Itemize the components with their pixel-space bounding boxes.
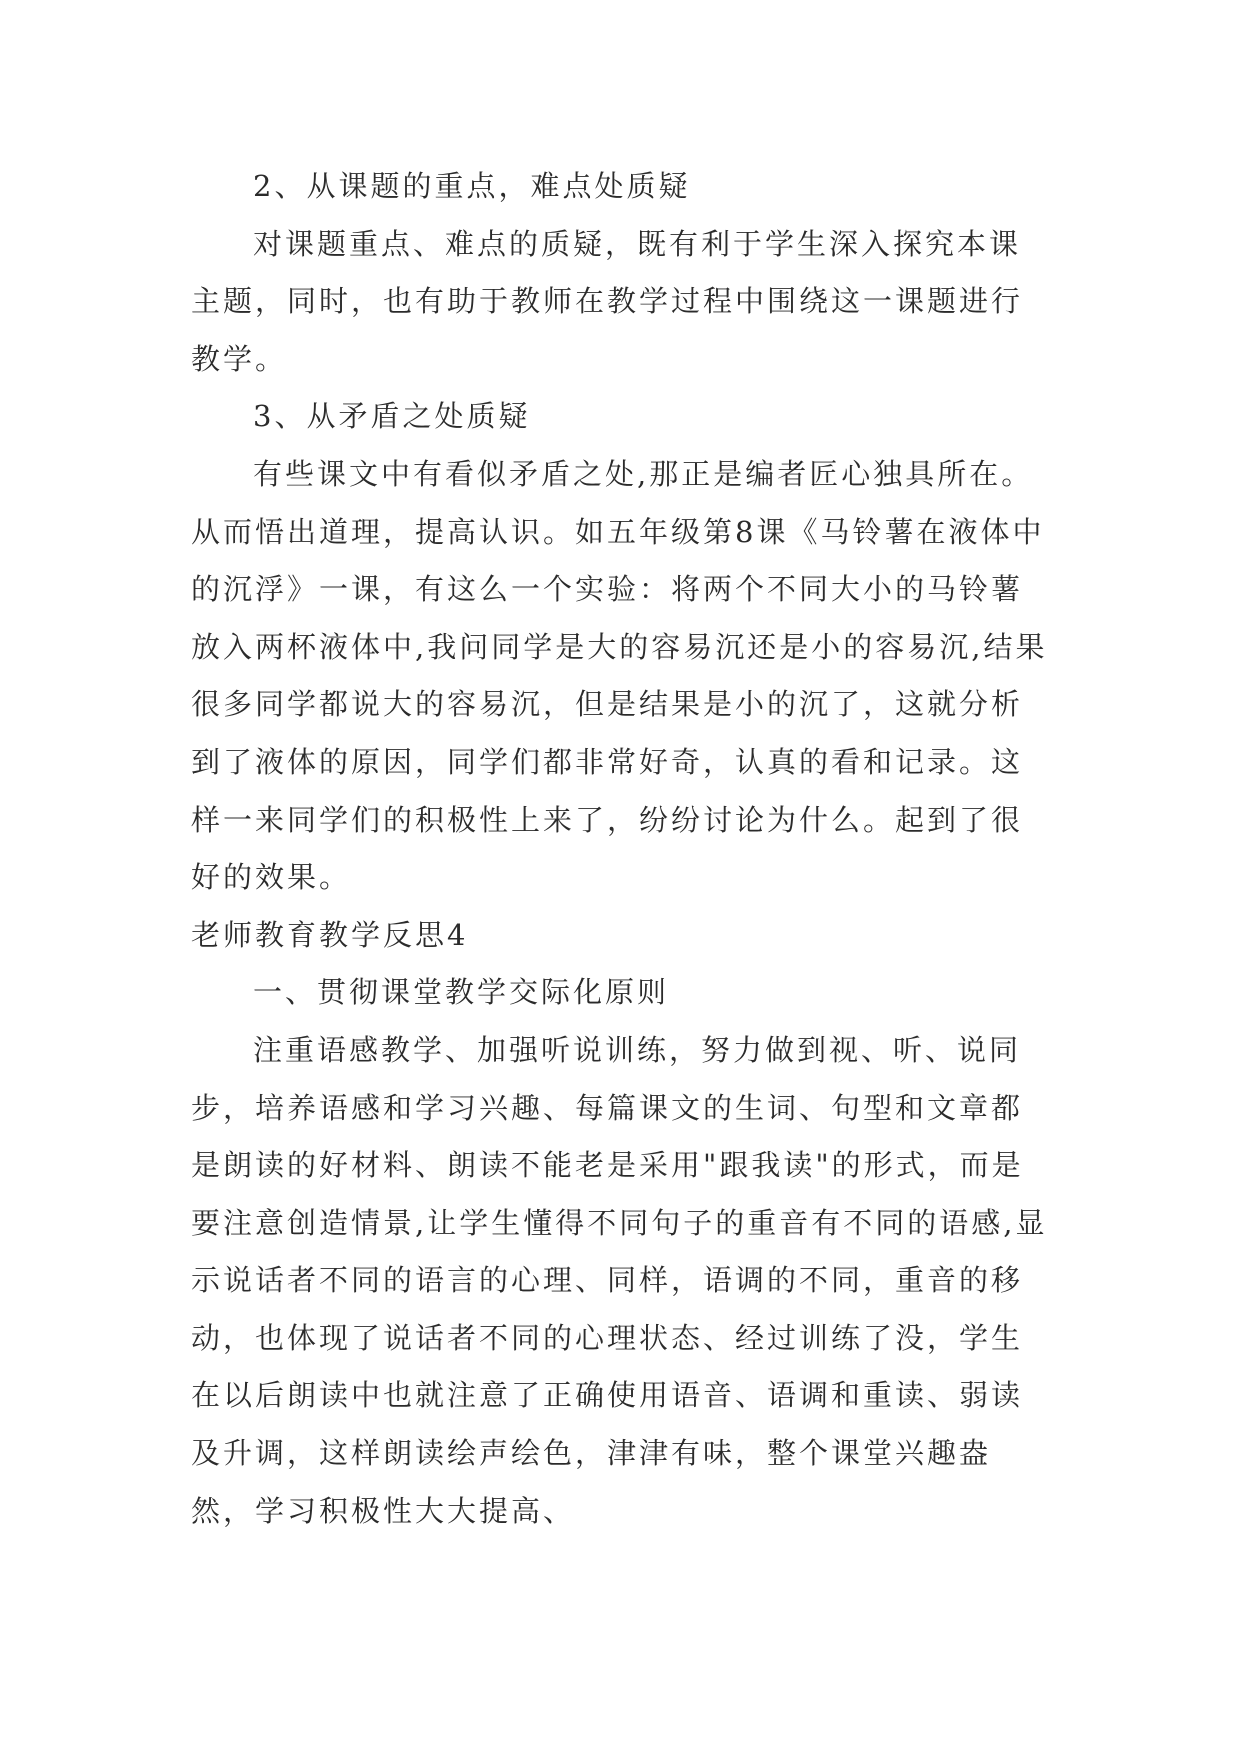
paragraph-contradiction: 有些课文中有看似矛盾之处,那正是编者匠心独具所在。从而悟出道理，提高认识。如五年级第8课《马铃薯在液体中的沉浮》一课，有这么一个实验：将两个不同大小的马铃薯放入两杯液体中,我问同学是大的容易沉还是小的容易沉,结果很多同学都说大的容易沉，但是结果是小的沉了，这就分析到了液体的原因，同学们都非常好奇，认真的看和记录。这样一来同学们的积极性上来了，纷纷讨论为什么。起到了很好的效果。 [191, 456, 1048, 895]
section-heading-2: 2、从课题的重点，难点处质疑 [253, 169, 691, 203]
paragraph-key-points: 对课题重点、难点的质疑，既有利于学生深入探究本课主题，同时，也有助于教师在教学过程中围绕这一课题进行教学。 [191, 226, 1024, 376]
paragraph-language-sense: 注重语感教学、加强听说训练，努力做到视、听、说同步，培养语感和学习兴趣、每篇课文的生词、句型和文章都是朗读的好材料、朗读不能老是采用"跟我读"的形式，而是要注意创造情景,让学生懂得不同句子的重音有不同的语感,显示说话者不同的语言的心理、同样，语调的不同，重音的移动，也体现了说话者不同的心理状态、经过训练了没，学生在以后朗读中也就注意了正确使用语音、语调和重读、弱读及升调，这样朗读绘声绘色，津津有味，整个课堂兴趣盎然，学习积极性大大提高、 [191, 1032, 1048, 1528]
section-heading-1: 一、贯彻课堂教学交际化原则 [253, 975, 670, 1010]
document-body [191, 158, 1051, 1540]
document-title-reflection-4: 老师教育教学反思4 [191, 917, 469, 952]
section-heading-3: 3、从矛盾之处质疑 [253, 399, 531, 434]
